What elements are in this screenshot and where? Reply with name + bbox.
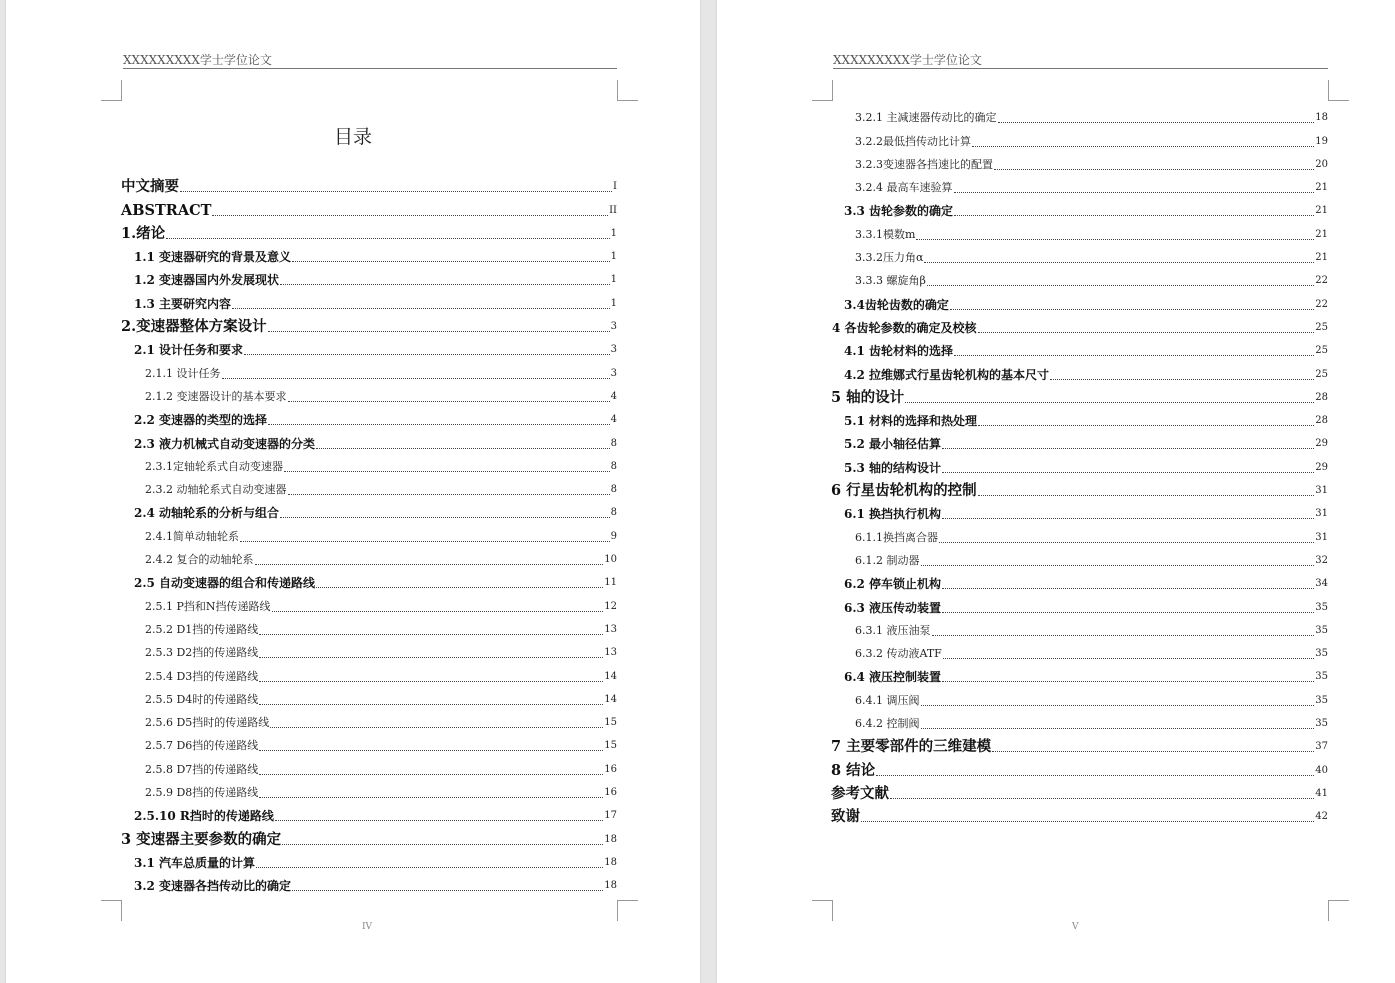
- toc-entry-title: 6.4 液压控制装置: [844, 670, 942, 685]
- toc-entry[interactable]: [121, 754, 617, 777]
- toc-leader-dots: [259, 774, 603, 775]
- toc-entry-title: 2.5.4 D3挡的传递路线: [145, 669, 259, 683]
- toc-entry[interactable]: [831, 219, 1328, 242]
- toc-entry[interactable]: [831, 685, 1328, 708]
- toc-entry-page: 41: [1315, 787, 1328, 799]
- toc-leader-dots: [954, 215, 1314, 216]
- toc-entry[interactable]: [121, 265, 617, 288]
- toc-entry[interactable]: [121, 801, 617, 824]
- toc-entry-page: 20: [1315, 158, 1328, 170]
- toc-entry[interactable]: [121, 195, 617, 218]
- toc-entry-page: 3: [610, 367, 617, 379]
- toc-leader-dots: [924, 262, 1314, 263]
- toc-entry-page: 35: [1315, 718, 1328, 730]
- toc-entry-title: 6.3 液压传动装置: [844, 600, 942, 615]
- toc-entry-title: 2.5.10 R挡时的传递路线: [134, 809, 274, 824]
- toc-entry-title: 3.4齿轮齿数的确定: [844, 297, 949, 312]
- toc-entry[interactable]: [831, 429, 1328, 452]
- document-page-right: [717, 0, 1395, 983]
- toc-entry-page: 18: [604, 833, 617, 845]
- toc-list: [831, 103, 1328, 825]
- toc-entry-page: 14: [604, 670, 617, 682]
- toc-entry-page: 21: [1315, 228, 1328, 240]
- toc-entry-page: 10: [604, 554, 617, 566]
- toc-entry[interactable]: [121, 824, 617, 847]
- toc-entry-title: 2.3 液力机械式自动变速器的分类: [134, 436, 316, 451]
- toc-leader-dots: [978, 495, 1315, 496]
- toc-entry-page: 25: [1315, 368, 1328, 380]
- toc-entry-page: 8: [610, 460, 617, 472]
- toc-leader-dots: [942, 612, 1314, 613]
- toc-entry-page: 16: [604, 763, 617, 775]
- toc-entry-title: 1.3 主要研究内容: [134, 296, 232, 311]
- toc-entry-page: 31: [1315, 485, 1328, 497]
- toc-entry[interactable]: [831, 126, 1328, 149]
- toc-entry-title: 3.3 齿轮参数的确定: [844, 204, 954, 219]
- page-number: V: [1072, 922, 1079, 932]
- toc-entry[interactable]: [831, 150, 1328, 173]
- toc-leader-dots: [222, 378, 610, 379]
- toc-entry[interactable]: [121, 475, 617, 498]
- toc-entry[interactable]: [121, 685, 617, 708]
- toc-leader-dots: [942, 518, 1314, 519]
- toc-entry-page: 35: [1315, 648, 1328, 660]
- toc-entry-title: 5.2 最小轴径估算: [844, 437, 942, 452]
- toc-entry-title: 3.3.2压力角α: [855, 251, 924, 265]
- toc-leader-dots: [268, 424, 610, 425]
- toc-entry-title: 2.5.8 D7挡的传递路线: [145, 762, 259, 776]
- toc-leader-dots: [921, 728, 1315, 729]
- toc-entry-title: 6.1.2 制动器: [855, 553, 920, 567]
- toc-entry-title: 2.5 自动变速器的组合和传递路线: [134, 576, 316, 591]
- toc-entry[interactable]: [121, 498, 617, 521]
- toc-entry[interactable]: [121, 172, 617, 195]
- toc-entry-page: 42: [1315, 811, 1328, 823]
- toc-entry[interactable]: [831, 476, 1328, 499]
- toc-entry-title: 7 主要零部件的三维建模: [831, 738, 992, 756]
- toc-entry-title: 中文摘要: [121, 178, 179, 196]
- toc-entry[interactable]: [831, 313, 1328, 336]
- toc-entry-title: 4 各齿轮参数的确定及校核: [832, 320, 977, 335]
- toc-entry-page: I: [613, 181, 617, 193]
- toc-entry-title: 2.5.2 D1挡的传递路线: [145, 622, 259, 636]
- toc-entry-page: 29: [1315, 438, 1328, 450]
- toc-entry-page: 4: [610, 390, 617, 402]
- toc-entry-page: 19: [1315, 135, 1328, 147]
- toc-leader-dots: [256, 867, 603, 868]
- toc-entry[interactable]: [831, 616, 1328, 639]
- toc-title: 目录: [333, 126, 372, 148]
- toc-entry-page: 13: [604, 623, 617, 635]
- page-number: IV: [362, 922, 373, 932]
- toc-leader-dots: [292, 890, 603, 891]
- toc-entry-title: 6 行星齿轮机构的控制: [831, 482, 977, 500]
- toc-leader-dots: [212, 215, 608, 216]
- toc-entry-page: 18: [604, 856, 617, 868]
- toc-entry-title: 3.3.3 螺旋角β: [855, 274, 926, 288]
- toc-entry[interactable]: [121, 452, 617, 475]
- margin-mark-top-right: [1328, 80, 1349, 101]
- toc-entry[interactable]: [121, 219, 617, 242]
- toc-entry-title: 6.3.2 传动液ATF: [855, 647, 942, 661]
- toc-entry-title: 3.1 汽车总质量的计算: [134, 855, 256, 870]
- toc-entry[interactable]: [121, 731, 617, 754]
- toc-entry-page: 31: [1315, 531, 1328, 543]
- toc-leader-dots: [954, 192, 1315, 193]
- toc-entry[interactable]: [831, 499, 1328, 522]
- toc-entry[interactable]: [121, 521, 617, 544]
- toc-leader-dots: [259, 797, 603, 798]
- toc-entry[interactable]: [831, 755, 1328, 778]
- toc-leader-dots: [861, 821, 1314, 822]
- toc-leader-dots: [916, 239, 1314, 240]
- page-header: XXXXXXXXX学士学位论文: [123, 52, 617, 69]
- toc-entry[interactable]: [831, 639, 1328, 662]
- toc-entry-title: 1.2 变速器国内外发展现状: [134, 273, 280, 288]
- toc-entry-page: II: [609, 204, 617, 216]
- toc-entry[interactable]: [831, 592, 1328, 615]
- toc-entry[interactable]: [121, 848, 617, 871]
- toc-entry-title: 2.4 动轴轮系的分析与组合: [134, 506, 280, 521]
- toc-entry-page: 1: [610, 227, 617, 239]
- toc-entry[interactable]: [831, 732, 1328, 755]
- toc-entry-page: 1: [610, 251, 617, 263]
- toc-entry[interactable]: [121, 661, 617, 684]
- toc-leader-dots: [972, 146, 1314, 147]
- toc-leader-dots: [939, 542, 1314, 543]
- toc-entry-page: 25: [1315, 345, 1328, 357]
- toc-entry[interactable]: [121, 382, 617, 405]
- toc-leader-dots: [259, 750, 603, 751]
- toc-entry-page: 35: [1315, 694, 1328, 706]
- toc-leader-dots: [890, 798, 1314, 799]
- toc-leader-dots: [905, 402, 1314, 403]
- toc-entry-page: 15: [604, 740, 617, 752]
- toc-entry[interactable]: [121, 358, 617, 381]
- toc-entry-page: 18: [1315, 112, 1328, 124]
- toc-leader-dots: [942, 588, 1314, 589]
- toc-entry-page: 21: [1315, 182, 1328, 194]
- toc-entry-page: 8: [610, 437, 617, 449]
- toc-entry-title: 6.1 换挡执行机构: [844, 507, 942, 522]
- toc-entry-page: 21: [1315, 252, 1328, 264]
- toc-leader-dots: [232, 308, 610, 309]
- toc-leader-dots: [998, 122, 1315, 123]
- margin-mark-bottom-right: [1328, 900, 1349, 921]
- toc-entry[interactable]: [831, 383, 1328, 406]
- toc-leader-dots: [275, 820, 603, 821]
- toc-entry[interactable]: [121, 335, 617, 358]
- toc-entry[interactable]: [121, 312, 617, 335]
- toc-entry-page: 8: [610, 507, 617, 519]
- toc-entry-title: 1.绪论: [121, 224, 166, 242]
- toc-entry[interactable]: [831, 243, 1328, 266]
- toc-entry-title: 2.3.1定轴轮系式自动变速器: [145, 459, 283, 473]
- toc-entry-page: 40: [1315, 764, 1328, 776]
- toc-entry-page: 8: [610, 484, 617, 496]
- margin-mark-top-left: [812, 80, 833, 101]
- toc-leader-dots: [270, 727, 603, 728]
- toc-entry[interactable]: [121, 405, 617, 428]
- toc-entry-title: 5.3 轴的结构设计: [844, 460, 942, 475]
- toc-leader-dots: [255, 564, 604, 565]
- toc-entry[interactable]: [121, 591, 617, 614]
- toc-entry[interactable]: [831, 546, 1328, 569]
- toc-leader-dots: [259, 657, 603, 658]
- toc-leader-dots: [927, 285, 1314, 286]
- margin-mark-bottom-left: [101, 900, 122, 921]
- toc-entry-title: 3.2.2最低挡传动比计算: [855, 134, 971, 148]
- toc-leader-dots: [292, 261, 610, 262]
- margin-mark-top-right: [617, 80, 638, 101]
- toc-entry-page: 13: [604, 647, 617, 659]
- toc-entry-title: 5.1 材料的选择和热处理: [844, 414, 978, 429]
- toc-leader-dots: [240, 541, 610, 542]
- toc-entry-page: 25: [1315, 321, 1328, 333]
- toc-entry[interactable]: [121, 871, 617, 894]
- toc-entry-page: 1: [610, 274, 617, 286]
- toc-entry-page: 35: [1315, 671, 1328, 683]
- toc-leader-dots: [259, 681, 603, 682]
- toc-entry[interactable]: [831, 662, 1328, 685]
- page-header: XXXXXXXXX学士学位论文: [833, 52, 1328, 69]
- toc-entry[interactable]: [831, 779, 1328, 802]
- toc-entry-title: 3.2.1 主减速器传动比的确定: [855, 111, 997, 125]
- toc-leader-dots: [943, 658, 1314, 659]
- toc-entry-title: 1.1 变速器研究的背景及意义: [134, 250, 292, 265]
- toc-leader-dots: [921, 705, 1315, 706]
- toc-entry-page: 16: [604, 787, 617, 799]
- toc-entry-title: 2.2 变速器的类型的选择: [134, 413, 268, 428]
- toc-leader-dots: [280, 517, 610, 518]
- toc-entry-page: 32: [1315, 554, 1328, 566]
- toc-entry[interactable]: [831, 103, 1328, 126]
- toc-leader-dots: [921, 565, 1315, 566]
- toc-leader-dots: [992, 751, 1314, 752]
- toc-entry-page: 4: [610, 414, 617, 426]
- toc-entry[interactable]: [831, 709, 1328, 732]
- toc-leader-dots: [1050, 379, 1314, 380]
- toc-entry-title: 致谢: [831, 808, 860, 826]
- toc-leader-dots: [284, 471, 610, 472]
- toc-entry[interactable]: [831, 452, 1328, 475]
- toc-entry[interactable]: [831, 406, 1328, 429]
- toc-entry-page: 31: [1315, 508, 1328, 520]
- toc-leader-dots: [288, 494, 610, 495]
- document-page-left: [6, 0, 700, 983]
- toc-entry-page: 17: [604, 810, 617, 822]
- toc-entry-title: 5 轴的设计: [831, 388, 905, 406]
- toc-entry-title: 4.2 拉维娜式行星齿轮机构的基本尺寸: [844, 367, 1050, 382]
- toc-leader-dots: [876, 775, 1314, 776]
- toc-entry-title: 4.1 齿轮材料的选择: [844, 344, 954, 359]
- toc-entry-page: 18: [604, 880, 617, 892]
- toc-entry-title: 3.2.4 最高车速验算: [855, 181, 953, 195]
- toc-entry[interactable]: [121, 288, 617, 311]
- toc-entry[interactable]: [831, 266, 1328, 289]
- toc-leader-dots: [954, 355, 1314, 356]
- toc-entry-title: 3.2 变速器各挡传动比的确定: [134, 879, 292, 894]
- toc-entry-title: 2.5.5 D4时的传递路线: [145, 692, 259, 706]
- toc-entry-title: 3 变速器主要参数的确定: [121, 830, 282, 848]
- toc-entry-title: 2.5.7 D6挡的传递路线: [145, 739, 259, 753]
- toc-leader-dots: [942, 681, 1314, 682]
- toc-entry[interactable]: [831, 336, 1328, 359]
- toc-entry-page: 9: [610, 530, 617, 542]
- toc-entry-page: 35: [1315, 601, 1328, 613]
- toc-leader-dots: [994, 169, 1314, 170]
- toc-entry-page: 22: [1315, 275, 1328, 287]
- toc-entry-title: 2.5.1 P挡和N挡传递路线: [145, 599, 271, 613]
- toc-entry-title: 2.5.3 D2挡的传递路线: [145, 646, 259, 660]
- toc-entry-title: 2.3.2 动轴轮系式自动变速器: [145, 483, 287, 497]
- toc-entry-title: 2.1 设计任务和要求: [134, 343, 244, 358]
- toc-leader-dots: [180, 191, 612, 192]
- toc-entry-title: 3.2.3变速器各挡速比的配置: [855, 157, 993, 171]
- toc-entry-title: 2.1.1 设计任务: [145, 366, 221, 380]
- toc-entry-page: 12: [604, 600, 617, 612]
- margin-mark-bottom-right: [617, 900, 638, 921]
- toc-entry-page: 28: [1315, 415, 1328, 427]
- toc-leader-dots: [942, 448, 1314, 449]
- toc-leader-dots: [932, 635, 1315, 636]
- toc-entry-page: 21: [1315, 205, 1328, 217]
- toc-entry[interactable]: [831, 522, 1328, 545]
- toc-leader-dots: [950, 309, 1314, 310]
- toc-entry-page: 14: [604, 693, 617, 705]
- toc-leader-dots: [978, 425, 1314, 426]
- toc-entry-page: 3: [610, 344, 617, 356]
- toc-entry-title: 2.4.1简单动轴轮系: [145, 529, 239, 543]
- toc-entry-title: 参考文献: [831, 784, 889, 802]
- toc-entry[interactable]: [121, 545, 617, 568]
- toc-entry-page: 22: [1315, 298, 1328, 310]
- toc-leader-dots: [288, 401, 610, 402]
- toc-entry-title: 6.1.1换挡离合器: [855, 530, 938, 544]
- toc-entry-title: 2.5.6 D5挡时的传递路线: [145, 716, 270, 730]
- toc-entry[interactable]: [831, 802, 1328, 825]
- toc-leader-dots: [244, 354, 610, 355]
- toc-entry[interactable]: [121, 568, 617, 591]
- toc-entry-page: 35: [1315, 624, 1328, 636]
- toc-entry-title: 6.4.2 控制阀: [855, 717, 920, 731]
- toc-entry-page: 15: [604, 717, 617, 729]
- toc-entry-page: 34: [1315, 578, 1328, 590]
- toc-leader-dots: [978, 332, 1315, 333]
- toc-leader-dots: [166, 238, 609, 239]
- toc-entry-title: 6.2 停车锁止机构: [844, 577, 942, 592]
- toc-entry[interactable]: [831, 289, 1328, 312]
- toc-entry[interactable]: [831, 173, 1328, 196]
- toc-entry[interactable]: [121, 708, 617, 731]
- margin-mark-bottom-left: [812, 900, 833, 921]
- toc-entry-title: 2.5.9 D8挡的传递路线: [145, 786, 259, 800]
- toc-entry-page: 37: [1315, 741, 1328, 753]
- toc-leader-dots: [259, 634, 603, 635]
- toc-entry[interactable]: [121, 428, 617, 451]
- toc-leader-dots: [316, 448, 610, 449]
- toc-entry[interactable]: [831, 196, 1328, 219]
- toc-entry-page: 3: [610, 321, 617, 333]
- toc-entry-page: 28: [1315, 391, 1328, 403]
- toc-leader-dots: [282, 844, 603, 845]
- toc-leader-dots: [259, 704, 603, 705]
- toc-entry-title: 6.3.1 液压油泵: [855, 623, 931, 637]
- toc-leader-dots: [272, 611, 604, 612]
- toc-entry-title: 2.变速器整体方案设计: [121, 318, 267, 336]
- toc-entry-title: 8 结论: [831, 761, 876, 779]
- toc-entry[interactable]: [121, 778, 617, 801]
- toc-entry[interactable]: [831, 569, 1328, 592]
- margin-mark-top-left: [101, 80, 122, 101]
- toc-entry-page: 29: [1315, 461, 1328, 473]
- toc-entry[interactable]: [121, 638, 617, 661]
- toc-leader-dots: [280, 284, 610, 285]
- toc-entry-title: 2.1.2 变速器设计的基本要求: [145, 389, 287, 403]
- toc-entry[interactable]: [121, 615, 617, 638]
- toc-entry[interactable]: [831, 359, 1328, 382]
- toc-leader-dots: [316, 587, 603, 588]
- toc-entry[interactable]: [121, 242, 617, 265]
- toc-leader-dots: [268, 331, 610, 332]
- toc-entry-page: 1: [610, 297, 617, 309]
- toc-entry-title: 6.4.1 调压阀: [855, 693, 920, 707]
- toc-entry-title: 3.3.1模数m: [855, 227, 916, 241]
- toc-entry-title: 2.4.2 复合的动轴轮系: [145, 553, 254, 567]
- toc-entry-page: 11: [604, 577, 617, 589]
- toc-leader-dots: [942, 472, 1314, 473]
- toc-entry-title: ABSTRACT: [121, 201, 212, 219]
- toc-list: [121, 172, 617, 894]
